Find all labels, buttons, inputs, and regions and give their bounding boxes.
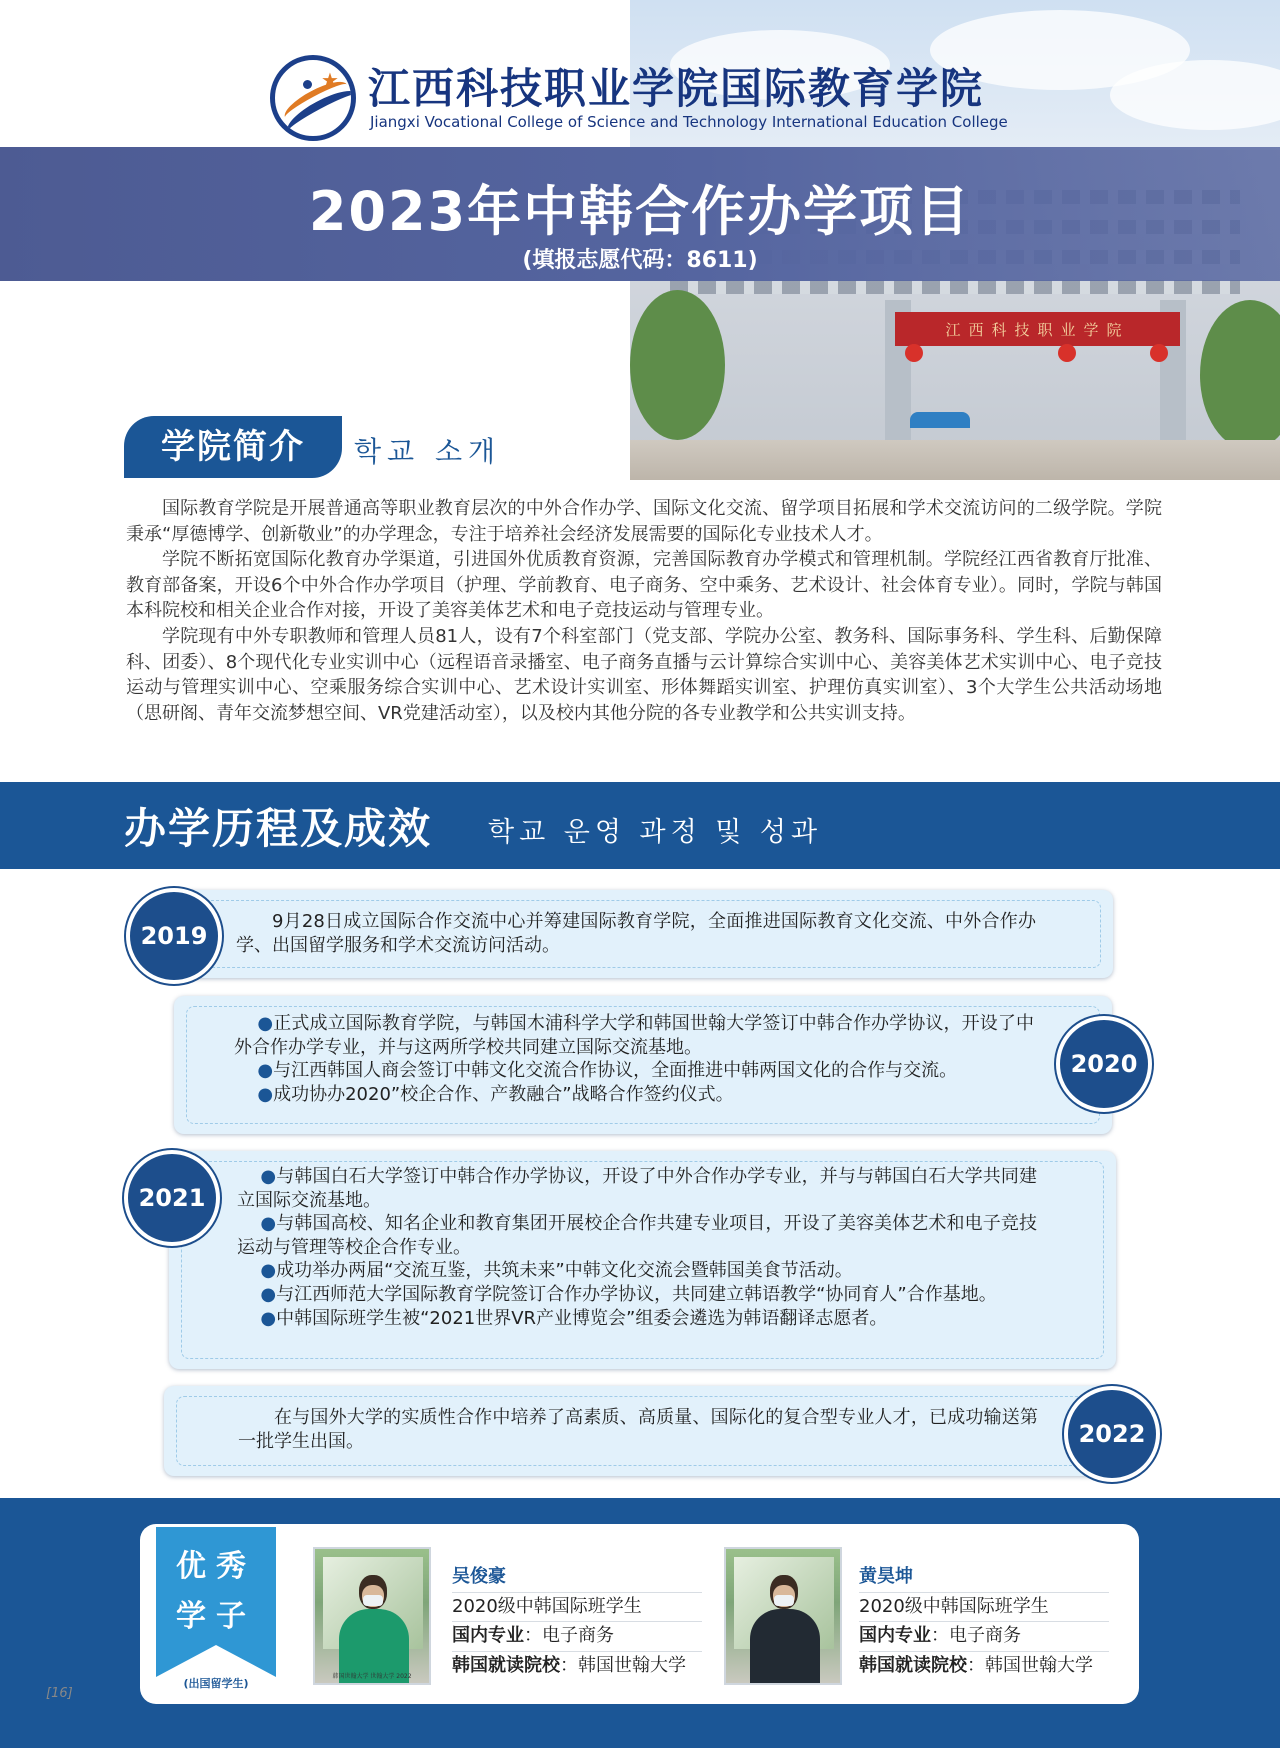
timeline-bullet: ●与江西韩国人商会签订中韩文化交流合作协议，全面推进中韩两国文化的合作与交流。 xyxy=(257,1060,958,1082)
year-badge-2022: 2022 xyxy=(1064,1386,1160,1482)
bullet-dot-icon: ● xyxy=(260,1260,277,1282)
student-school: ：韩国世翰大学 xyxy=(560,1654,686,1676)
student-info xyxy=(859,1563,1109,1680)
lantern-icon xyxy=(905,344,923,362)
bullet-dot-icon: ● xyxy=(257,1083,274,1105)
timeline-box-2019 xyxy=(176,890,1113,978)
campus-photo-tent xyxy=(910,412,970,428)
intro-paragraph: 国际教育学院是开展普通高等职业教育层次的中外合作办学、国际文化交流、留学项目拓展和学术交流访问的二级学院。学院秉承“厚德博学、创新敬业”的办学理念，专注于培养社会经济发展需要的国际化专业技术人才。 xyxy=(126,498,1162,545)
history-section-band xyxy=(0,782,1280,869)
history-section-title: 办学历程及成效 xyxy=(124,804,433,853)
timeline-box-2021 xyxy=(169,1151,1116,1369)
intro-section-title-kr: 학교 소개 xyxy=(354,435,502,468)
ribbon-title-line1: 优秀 xyxy=(176,1549,256,1584)
student-grade: 2020级中韩国际班学生 xyxy=(452,1595,642,1617)
timeline-box-2020 xyxy=(174,996,1112,1134)
campus-photo-plaza xyxy=(630,440,1280,480)
student-school: ：韩国世翰大学 xyxy=(967,1654,1093,1676)
page-number: [16] xyxy=(46,1686,73,1701)
student-photo-caption: 韩国世翰大学 世翰大学 2022 xyxy=(332,1673,412,1680)
timeline-bullet: ●与韩国高校、知名企业和教育集团开展校企合作共建专业项目，开设了美容美体艺术和电子竞技运动与管理等校企合作专业。 xyxy=(237,1213,1037,1258)
year-badge-2021: 2021 xyxy=(124,1150,220,1246)
intro-section-title: 学院简介 xyxy=(124,416,342,478)
student-major: ：电子商务 xyxy=(931,1625,1021,1646)
bullet-dot-icon: ● xyxy=(257,1060,274,1082)
student-school-label: 韩国就读院校 xyxy=(859,1654,967,1676)
student-name: 黄昊坤 xyxy=(859,1566,913,1587)
history-section-title-kr: 학교 운영 과정 및 성과 xyxy=(488,817,823,848)
student-info xyxy=(452,1563,702,1680)
college-name-en: Jiangxi Vocational College of Science and Technology International Education College xyxy=(370,113,1008,131)
application-code: (填报志愿代码：8611) xyxy=(522,248,758,273)
lantern-icon xyxy=(1150,344,1168,362)
ribbon-note: (出国留学生) xyxy=(183,1677,249,1690)
student-name: 吴俊豪 xyxy=(452,1566,506,1587)
timeline-text-2021 xyxy=(237,1165,1037,1330)
lantern-icon xyxy=(1058,344,1076,362)
outstanding-students-ribbon xyxy=(156,1527,276,1699)
timeline-bullet: ●正式成立国际教育学院，与韩国木浦科学大学和韩国世翰大学签订中韩合作办学协议，开设了中外合作办学专业，并与这两所学校共同建立国际交流基地。 xyxy=(234,1013,1034,1058)
timeline-bullet: ●成功举办两届“交流互鉴，共筑未来”中韩文化交流会暨韩国美食节活动。 xyxy=(260,1260,853,1282)
campus-gate-sign-text: 江西科技职业学院 xyxy=(945,321,1130,339)
intro-paragraph: 学院不断拓宽国际化教育办学渠道，引进国外优质教育资源，完善国际教育办学模式和管理机制。学院经江西省教育厅批准、教育部备案，开设6个中外合作办学项目（护理、学前教育、电子商务、空中乘务、艺术设计、社会体育专业）。同时，学院与韩国本科院校和相关企业合作对接，开设了美容美体艺术和电子竞技运动与管理专业。 xyxy=(126,549,1162,622)
student-major-label: 国内专业 xyxy=(859,1625,931,1646)
student-major-label: 国内专业 xyxy=(452,1625,524,1646)
title-band xyxy=(0,147,1280,281)
bullet-dot-icon: ● xyxy=(260,1166,277,1187)
year-badge-2020: 2020 xyxy=(1056,1016,1152,1112)
bullet-dot-icon: ● xyxy=(260,1213,277,1235)
student-photo xyxy=(724,1547,842,1685)
intro-text xyxy=(126,496,1162,726)
college-logo: ★ xyxy=(270,55,356,141)
bullet-dot-icon: ● xyxy=(260,1307,277,1329)
timeline-text-2020 xyxy=(234,1012,1034,1106)
student-major: ：电子商务 xyxy=(524,1625,614,1646)
campus-gate-sign xyxy=(895,312,1180,346)
bullet-dot-icon: ● xyxy=(260,1283,277,1305)
student-photo xyxy=(313,1547,431,1685)
ribbon-title-line2: 学子 xyxy=(176,1599,256,1634)
timeline-text-2019: 9月28日成立国际合作交流中心并筹建国际教育学院，全面推进国际教育文化交流、中外合作办学、出国留学服务和学术交流访问活动。 xyxy=(236,911,1036,956)
student-school-label: 韩国就读院校 xyxy=(452,1654,560,1676)
timeline-box-2022 xyxy=(164,1386,1114,1476)
campus-photo-tree xyxy=(630,290,725,440)
intro-paragraph: 学院现有中外专职教师和管理人员81人，设有7个科室部门（党支部、学院办公室、教务科、国际事务科、学生科、后勤保障科、团委）、8个现代化专业实训中心（远程语音录播室、电子商务直播与云计算综合实训中心、美容美体艺术实训中心、电子竞技运动与管理实训中心、空乘服务综合实训中心、艺术设计实训室、形体舞蹈实训室、护理仿真实训室）、3个大学生公共活动场地（思研阁、青年交流梦想空间、VR党建活动室），以及校内其他分院的各专业教学和公共实训支持。 xyxy=(126,625,1162,724)
timeline-bullet: ●成功协办2020”校企合作、产教融合”战略合作签约仪式。 xyxy=(257,1083,734,1105)
bullet-dot-icon: ● xyxy=(257,1013,274,1034)
timeline-text-2022: 在与国外大学的实质性合作中培养了高素质、高质量、国际化的复合型专业人才，已成功输送第一批学生出国。 xyxy=(238,1407,1038,1452)
timeline-bullet: ●与韩国白石大学签订中韩合作办学协议，开设了中外合作办学专业，并与与韩国白石大学共同建立国际交流基地。 xyxy=(237,1166,1037,1211)
student-grade: 2020级中韩国际班学生 xyxy=(859,1595,1049,1617)
page-title: 2023年中韩合作办学项目 xyxy=(308,180,972,243)
timeline-bullet: ●中韩国际班学生被“2021世界VR产业博览会”组委会遴选为韩语翻译志愿者。 xyxy=(260,1307,888,1329)
year-badge-2019: 2019 xyxy=(126,888,222,984)
timeline-bullet: ●与江西师范大学国际教育学院签订合作办学协议，共同建立韩语教学“协同育人”合作基地。 xyxy=(260,1283,997,1305)
college-name-cn: 江西科技职业学院国际教育学院 xyxy=(368,64,985,113)
